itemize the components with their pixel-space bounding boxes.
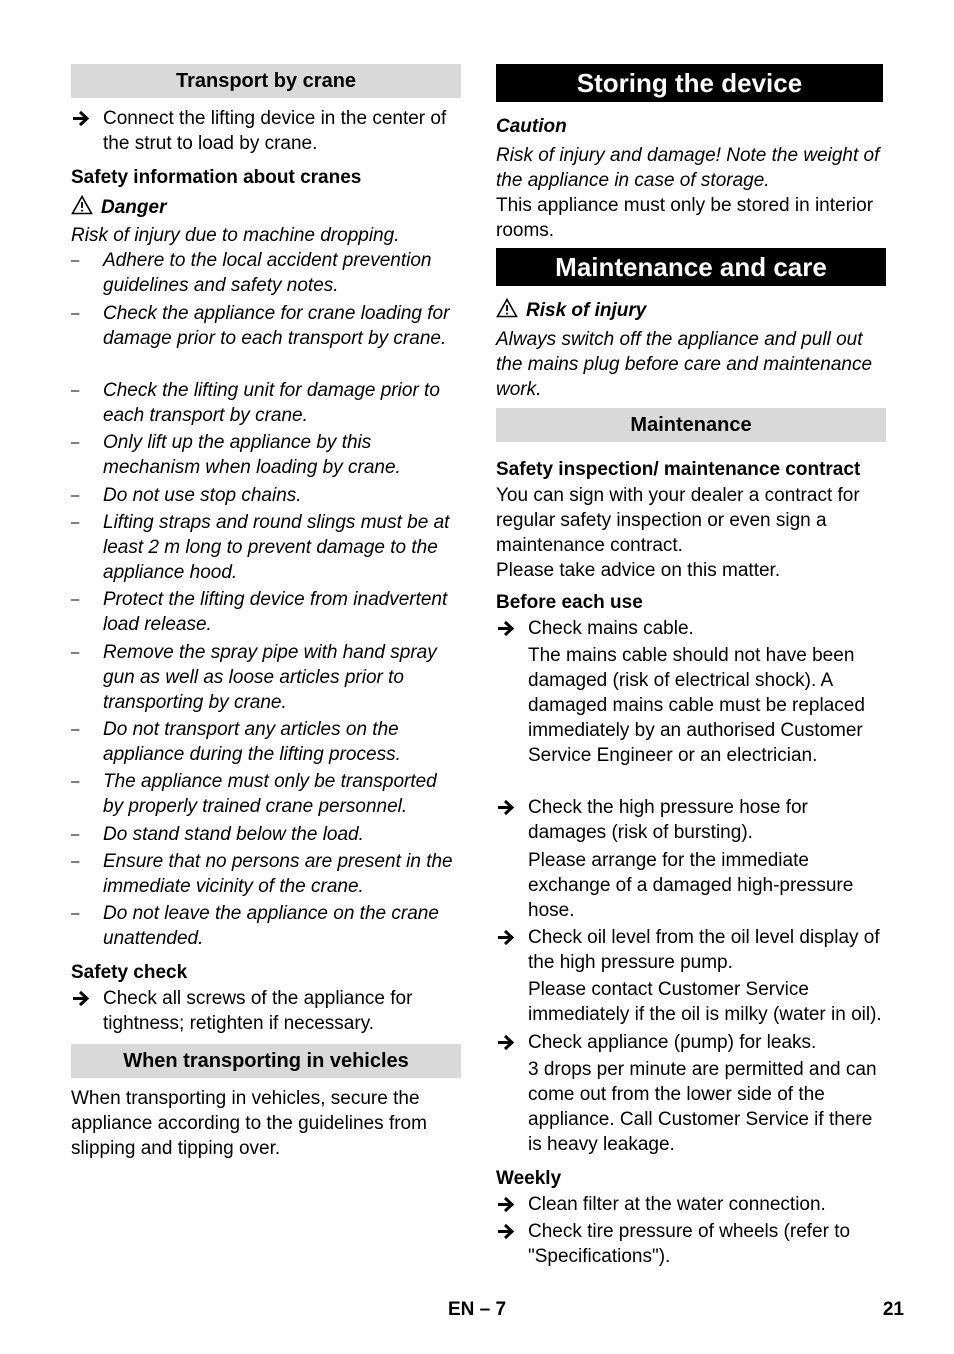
step-note: Please contact Customer Service immediately if the oil is milky (water in oil). bbox=[528, 979, 882, 1025]
list-item: – Do not transport any articles on the appliance during the lifting process. bbox=[71, 719, 401, 765]
caution-label: Caution bbox=[496, 116, 567, 137]
section-heading-transport-by-crane: Transport by crane bbox=[71, 64, 461, 98]
step-clean-filter: Clean filter at the water connection. bbox=[496, 1192, 888, 1217]
subheading-safety-check: Safety check bbox=[71, 962, 188, 983]
list-item: – Do stand stand below the load. bbox=[71, 824, 364, 845]
step-check-mains-cable: Check mains cable. bbox=[496, 616, 888, 641]
danger-label: Danger bbox=[71, 195, 461, 220]
dash-bullet: – bbox=[71, 487, 80, 504]
list-item: – Ensure that no persons are present in the immediate vicinity of the crane. bbox=[71, 851, 453, 897]
dash-bullet: – bbox=[71, 252, 80, 269]
subheading-before-each-use: Before each use bbox=[496, 592, 643, 613]
dash-bullet: – bbox=[71, 773, 80, 790]
dash-bullet: – bbox=[71, 644, 80, 661]
dash-bullet: – bbox=[71, 721, 80, 738]
step-check-oil-level: Check oil level from the oil level display of the high pressure pump. bbox=[496, 925, 888, 975]
step-check-screws: Check all screws of the appliance for tightness; retighten if necessary. bbox=[71, 986, 461, 1036]
warning-triangle-icon bbox=[71, 195, 93, 215]
list-item: – Check the appliance for crane loading for damage prior to each transport by crane. bbox=[71, 303, 450, 349]
list-item: – The appliance must only be transported by properly trained crane personnel. bbox=[71, 771, 437, 817]
risk-of-injury-text: Always switch off the appliance and pull out the mains plug before care and maintenance work. bbox=[496, 329, 873, 400]
arrow-right-icon bbox=[496, 1030, 518, 1055]
step-check-leaks: Check appliance (pump) for leaks. bbox=[496, 1030, 888, 1055]
warning-triangle-icon bbox=[496, 298, 518, 318]
contract-advice: Please take advice on this matter. bbox=[496, 560, 781, 581]
list-item: – Do not leave the appliance on the crane unattended. bbox=[71, 903, 439, 949]
step-note: 3 drops per minute are permitted and can come out from the lower side of the appliance. Call Customer Service if there is heavy leakage. bbox=[528, 1059, 877, 1155]
arrow-right-icon bbox=[71, 986, 93, 1011]
list-item: – Only lift up the appliance by this mechanism when loading by crane. bbox=[71, 432, 401, 478]
section-heading-transporting-vehicles: When transporting in vehicles bbox=[71, 1044, 461, 1078]
list-item: – Check the lifting unit for damage prior to each transport by crane. bbox=[71, 380, 440, 426]
danger-text: Risk of injury due to machine dropping. bbox=[71, 225, 400, 246]
step-check-hose: Check the high pressure hose for damages (risk of bursting). bbox=[496, 795, 888, 845]
arrow-right-icon bbox=[496, 925, 518, 950]
dash-bullet: – bbox=[71, 514, 80, 531]
dash-bullet: – bbox=[71, 853, 80, 870]
arrow-right-icon bbox=[496, 616, 518, 641]
vehicles-text: When transporting in vehicles, secure the appliance according to the guidelines from slipping and tipping over. bbox=[71, 1088, 427, 1159]
risk-of-injury-label: Risk of injury bbox=[496, 298, 888, 323]
storing-text: This appliance must only be stored in interior rooms. bbox=[496, 195, 874, 241]
arrow-right-icon bbox=[496, 795, 518, 820]
arrow-right-icon bbox=[71, 106, 93, 131]
footer-language-page: EN – 7 bbox=[448, 1299, 507, 1320]
dash-bullet: – bbox=[71, 434, 80, 451]
list-item: – Protect the lifting device from inadvertent load release. bbox=[71, 589, 448, 635]
chapter-heading-maintenance-care: Maintenance and care bbox=[496, 248, 886, 286]
step-note: Please arrange for the immediate exchange of a damaged high-pressure hose. bbox=[528, 850, 854, 921]
caution-text: Risk of injury and damage! Note the weight of the appliance in case of storage. bbox=[496, 145, 880, 191]
dash-bullet: – bbox=[71, 591, 80, 608]
subheading-safety-information-cranes: Safety information about cranes bbox=[71, 167, 362, 188]
dash-bullet: – bbox=[71, 382, 80, 399]
list-item: – Adhere to the local accident prevention guidelines and safety notes. bbox=[71, 250, 432, 296]
step-connect-lifting-device: Connect the lifting device in the center of the strut to load by crane. bbox=[71, 106, 461, 156]
contract-text: You can sign with your dealer a contract for regular safety inspection or even sign a maintenance contract. bbox=[496, 485, 860, 556]
list-item: – Remove the spray pipe with hand spray gun as well as loose articles prior to transporting by crane. bbox=[71, 642, 437, 713]
arrow-right-icon bbox=[496, 1192, 518, 1217]
dash-bullet: – bbox=[71, 905, 80, 922]
dash-bullet: – bbox=[71, 305, 80, 322]
chapter-heading-storing-device: Storing the device bbox=[496, 64, 883, 102]
step-check-tire-pressure: Check tire pressure of wheels (refer to "Specifications"). bbox=[496, 1219, 888, 1269]
list-item: – Lifting straps and round slings must be at least 2 m long to prevent damage to the appliance hood. bbox=[71, 512, 450, 583]
footer-page-number: 21 bbox=[882, 1299, 904, 1320]
list-item: – Do not use stop chains. bbox=[71, 485, 302, 506]
subheading-weekly: Weekly bbox=[496, 1168, 562, 1189]
arrow-right-icon bbox=[496, 1219, 518, 1244]
step-note: The mains cable should not have been damaged (risk of electrical shock). A damaged mains cable must be replaced immediately by an authorised Customer Service Engineer or an electrician. bbox=[528, 645, 865, 766]
subheading-safety-inspection-contract: Safety inspection/ maintenance contract bbox=[496, 459, 861, 480]
section-heading-maintenance: Maintenance bbox=[496, 408, 886, 442]
dash-bullet: – bbox=[71, 826, 80, 843]
